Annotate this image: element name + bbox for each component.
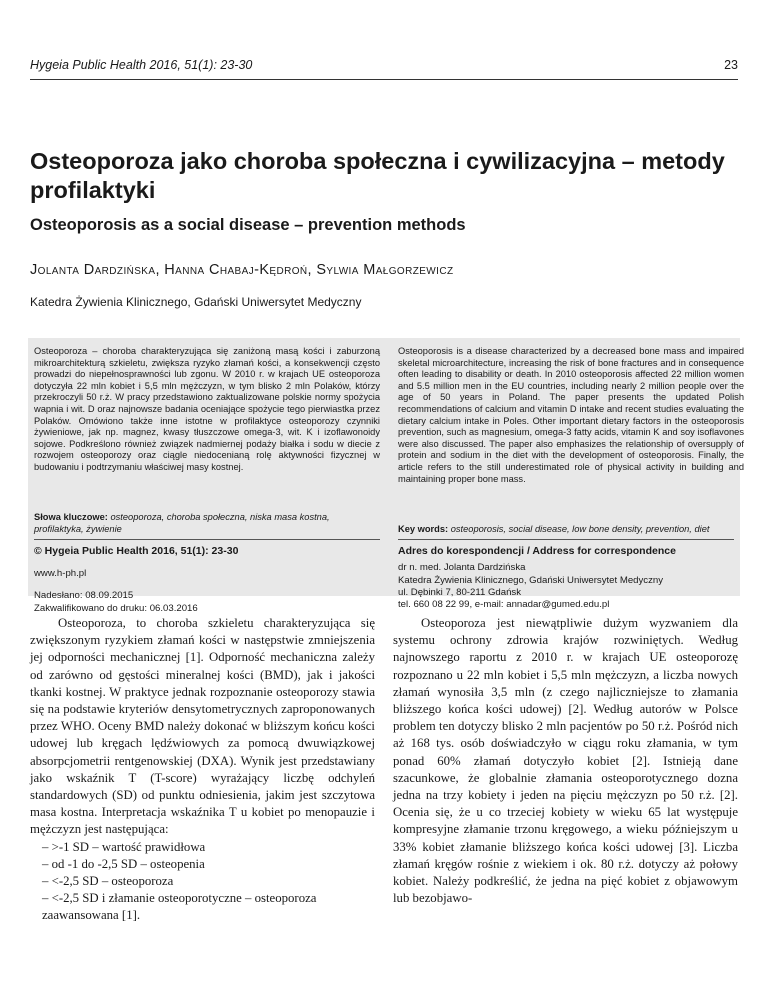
keywords-list: osteoporosis, social disease, low bone density, prevention, diet [450,524,710,534]
list-item: – <-2,5 SD – osteoporoza [42,874,174,889]
correspondence-line: Katedra Żywienia Klinicznego, Gdański Uniwersytet Medyczny [398,574,664,586]
website-link[interactable]: www.h-ph.pl [34,567,87,579]
running-head [30,58,738,72]
abstract-polish: Osteoporoza – choroba charakteryzująca się zaniżoną masą kości i zaburzoną mikroarchitekturą szkieletu, zwiększa ryzyko złamań kości, a konsekwencji często prowadzi do niepełnosprawności lub zgonu. W 2010 r. w krajach UE osteoporoza dotyczyła 22 mln kobiet i 5,5 mln mężczyzn, w tym blisko 2 mln Polaków, którzy przekroczyli 50 r.ż. W pracy przedstawiono zaktualizowane polskie normy spożycia wapnia i wit. D oraz najnowsze badania oceniające spożycie tego pierwiastka przez Polaków. Omówiono także inne istotne w profilaktyce osteoporozy czynniki żywieniowe, jak np. magnez, kwasy tłuszczowe omega-3, wit. K i izoflawonoidy sojowe. Podkreślono również związek nadmiernej podaży białka i sodu w diecie z rozwojem osteoporozy oraz ciągle niedocenianą rolę aktywności fizycznej w budowaniu i podtrzymaniu właściwej masy kostnej. [34,346,380,472]
divider-left [34,539,380,540]
affiliation: Katedra Żywienia Klinicznego, Gdański Uniwersytet Medyczny [30,295,362,309]
abstract-box [28,338,744,614]
keywords-label: Słowa kluczowe: [34,512,108,522]
keywords-list: osteoporoza, choroba społeczna, niska masa kostna, profilaktyka, żywienie [34,512,330,534]
authors: Jolanta Dardzińska, Hanna Chabaj-Kędroń, Sylwia Małgorzewicz [30,262,454,278]
correspondence-heading: Adres do korespondencji / Address for correspondence [398,545,676,557]
received-date: Nadesłano: 08.09.2015 [34,590,134,601]
copyright-line: © Hygeia Public Health 2016, 51(1): 23-30 [34,545,239,557]
correspondence [398,545,734,611]
article-meta [34,545,380,615]
correspondence-line: ul. Dębinki 7, 80-211 Gdańsk [398,586,522,598]
abstract-english: Osteoporosis is a disease characterized by a decreased bone mass and impaired skeletal microarchitecture, increasing the risk of bone fractures and in consequence often leading to disability or death. In 2010 osteoporosis affected 22 million women and 5.5 million men in the EU countries, including nearly 2 million people over the age of 50 years in Poland. The paper presents the updated Polish recommendations of calcium and vitamin D intake and recent studies evaluating the dietary calcium intake in Poles. Other important dietary factors in the osteoporosis prevention, such as magnesium, omega-3 fatty acids, vitamin K and soy isoflavones were also discussed. The paper also emphasizes the relationship of oversupply of protein and sodium in the diet with the development of osteoporosis. Finally, the article refers to the still underestimated role of physical activity in building and maintaining proper bone mass. [398,346,744,484]
list-item: – <-2,5 SD i złamanie osteoporotyczne – osteoporoza zaawansowana [1]. [42,891,317,923]
accepted-date: Zakwalifikowano do druku: 06.03.2016 [34,602,198,614]
body-paragraph: Osteoporoza, to choroba szkieletu charakteryzująca się zwiększonym ryzykiem złamań kości w następstwie zmniejszenia jej odporności mechanicznej [1]. Odporność mechaniczna zależy od zarówno od gęstości mineralnej kości (BMD), jak i jakości tkanki kostnej. W praktyce jednak rozpoznanie osteoporozy stawia się na podstawie kryteriów densytometrycznych zaproponowanych przez WHO. Oceny BMD należy dokonać w bliższym końcu kości udowej lub kręgach lędźwiowych za pomocą dwuwiązkowej absorpcjometrii rentgenowskiej (DXA). Wynik jest przedstawiany jako wskaźnik T (T-score) wyrażający liczbę odchyleń standardowych (SD) od punktu odniesienia, jakim jest szczytowa masa kostna. Interpretacja wskaźnika T u kobiet po menopauzie i mężczyzn jest następująca: [30,616,375,837]
list-item: – od -1 do -2,5 SD – osteopenia [42,856,205,871]
keywords-polish [34,512,380,535]
correspondence-line: dr n. med. Jolanta Dardzińska [398,562,526,574]
tscore-list [30,839,375,925]
page-number: 23 [724,58,738,72]
keywords-english [398,524,744,536]
keywords-label: Key words: [398,524,449,534]
correspondence-line: tel. 660 08 22 99, e-mail: annadar@gumed.edu.pl [398,599,610,611]
divider-right [398,539,734,540]
article-subtitle: Osteoporosis as a social disease – prevention methods [30,216,466,234]
body-column-left [30,615,375,925]
body-column-right [393,615,738,907]
article-title: Osteoporoza jako choroba społeczna i cywilizacyjna – metody profilaktyki [30,148,725,203]
list-item: – >-1 SD – wartość prawidłowa [42,839,206,854]
header-divider [30,79,738,80]
body-paragraph: Osteoporoza jest niewątpliwie dużym wyzwaniem dla systemu ochrony zdrowia krajów rozwiniętych. Według najnowszego raportu z 2010 r. w krajach UE osteoporozę rozpoznano u 22 mln kobiet i 5,5 mln mężczyzn, a liczba nowych złamań wynosiła 3,5 mln (z czego najliczniejsze to złamania bliższego końca kości udowej) [2]. Według autorów w Polsce problem ten dotyczy blisko 2 mln pacjentów po 50 r.ż. Pośród nich aż 168 tys. osób doświadczyło w ciągu roku złamania, w tym ponad 60% złamań dotyczyło kobiet [2]. Istnieją dane szacunkowe, że globalnie złamania osteoporotycznego dozna jedna na trzy kobiety i jeden na pięciu mężczyzn po 50 r.ż. [2]. Ocenia się, że u co trzeciej kobiety w wieku 65 lat występuje kompresyjne złamanie trzonu kręgowego, a wieku późniejszym u 33% kobiet złamanie bliższego końca kości udowej [3]. Liczba złamań kręgów rośnie z wiekiem i ok. 80 r.ż. dotyczy aż połowy kobiet. Należy podkreślić, że jedna na pięć kobiet z objawowym lub bezobjawo- [393,616,738,906]
journal-citation: Hygeia Public Health 2016, 51(1): 23-30 [30,58,253,72]
